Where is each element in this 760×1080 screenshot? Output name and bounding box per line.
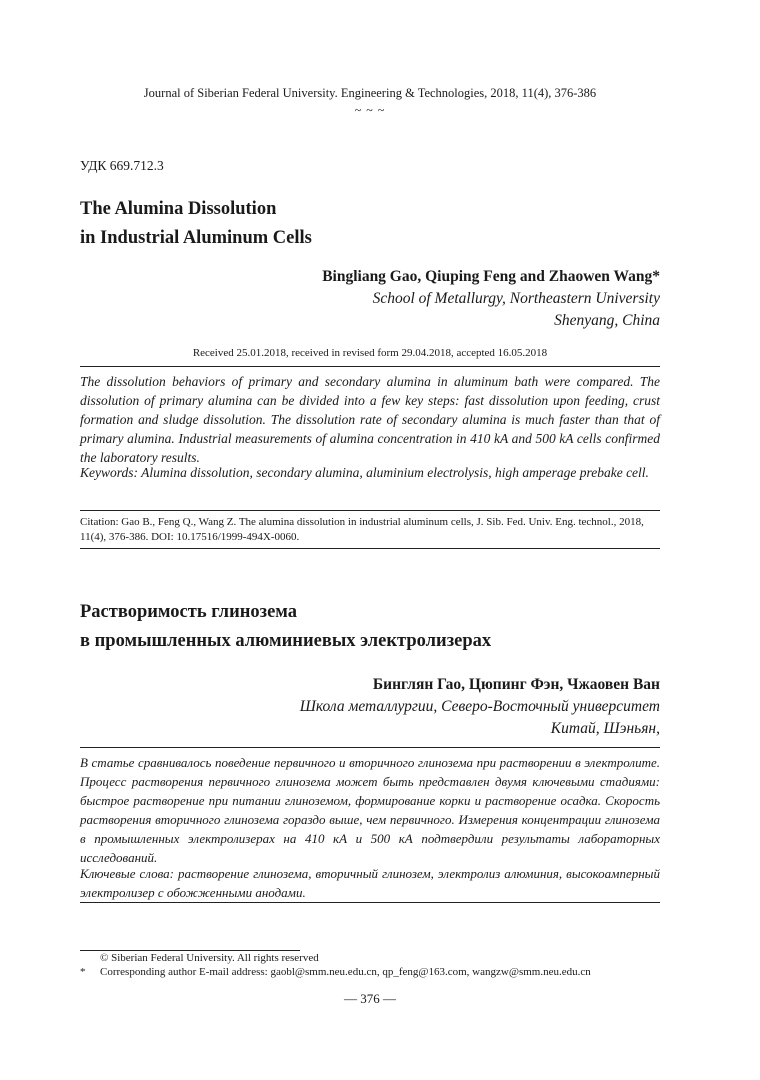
keywords-ru: Ключевые слова: растворение глинозема, вторичный глинозем, электролиз алюминия, высокоамперный электролизер с обожженными анодами. <box>80 866 660 900</box>
keywords-en: Keywords: Alumina dissolution, secondary alumina, aluminium electrolysis, high amperage prebake cell. <box>80 465 649 480</box>
divider <box>80 747 660 748</box>
affiliation-ru-line2: Китай, Шэньян, <box>550 720 660 737</box>
authors-ru: Бинглян Гао, Цюпинг Фэн, Чжаовен Ван <box>372 676 660 693</box>
received-dates: Received 25.01.2018, received in revised form 29.04.2018, accepted 16.05.2018 <box>192 347 548 359</box>
copyright-note: © Siberian Federal University. All rights reserved <box>100 952 319 964</box>
abstract-ru: В статье сравнивалось поведение первичного и вторичного глинозема при растворении в электролите. Процесс растворения первичного глинозема может быть представлен двумя ключевыми стадиями: быстрое растворение при питании глиноземом, формирование корки и растворение осадка. Скорость растворения вторичного глинозема гораздо выше, чем первичного. Измерения концентрации глинозема в промышленных электролизерах на 410 кА и 500 кА подтвердили результаты лабораторных исследований. <box>80 755 660 865</box>
title-ru-line2: в промышленных алюминиевых электролизерах <box>80 631 492 651</box>
affiliation-en-line2: Shenyang, China <box>554 312 660 329</box>
header-separator: ~ ~ ~ <box>354 103 386 117</box>
divider <box>80 510 660 511</box>
divider <box>80 548 660 549</box>
title-ru-line1: Растворимость глинозема <box>80 602 298 622</box>
abstract-en: The dissolution behaviors of primary and secondary alumina in aluminum bath were compared. The dissolution of primary alumina can be divided into a few key steps: fast dissolution upon feeding, crust formation and sludge dissolution. The dissolution rate of secondary alumina is much faster than that of primary alumina. Industrial measurements of alumina concentration in 410 kA and 500 kA cells confirmed the laboratory results. <box>80 374 660 465</box>
title-en-line1: The Alumina Dissolution <box>80 199 277 219</box>
authors-en: Bingliang Gao, Qiuping Feng and Zhaowen Wang* <box>322 268 660 285</box>
citation: Citation: Gao B., Feng Q., Wang Z. The alumina dissolution in industrial aluminum cells, J. Sib. Fed. Univ. Eng. technol., 2018, 11(4), 376-386. DOI: 10.17516/1999-494X-0060. <box>80 516 644 543</box>
footnote-marker: * <box>80 966 86 978</box>
journal-header: Journal of Siberian Federal University. Engineering & Technologies, 2018, 11(4), 376-386 <box>143 86 597 100</box>
page-number: — 376 — <box>344 991 396 1006</box>
affiliation-ru-line1: Школа металлургии, Северо-Восточный университет <box>299 698 660 715</box>
udk-code: УДК 669.712.3 <box>80 158 164 173</box>
authors-block-en <box>60 266 660 332</box>
article-title-en <box>80 195 312 253</box>
corresponding-author-note: Corresponding author E-mail address: gaobl@smm.neu.edu.cn, qp_feng@163.com, wangzw@smm.neu.edu.cn <box>100 966 591 978</box>
footnote-divider <box>80 950 300 951</box>
authors-block-ru <box>60 674 660 740</box>
affiliation-en-line1: School of Metallurgy, Northeastern University <box>372 290 660 307</box>
article-title-ru <box>80 598 491 656</box>
divider <box>80 902 660 903</box>
divider <box>80 366 660 367</box>
title-en-line2: in Industrial Aluminum Cells <box>80 228 312 248</box>
